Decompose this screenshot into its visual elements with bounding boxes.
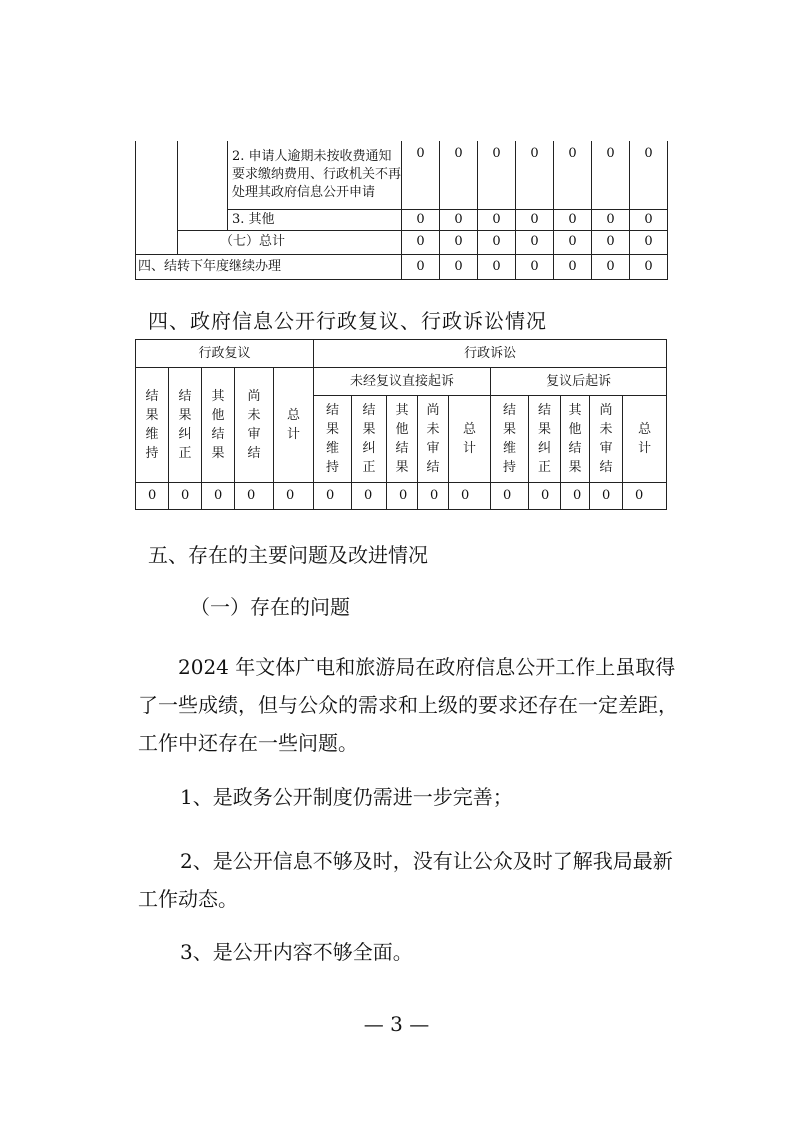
cell-value: 0 (554, 209, 592, 230)
column-header: 其 他 结 果 (387, 396, 418, 483)
paragraph-text: 2024 年文体广电和旅游局在政府信息公开工作上虽取得了一些成绩，但与公众的需求和上级的要求还存在一定差距， 工作中还存在一些问题。 (138, 655, 678, 755)
subsection-heading: （一）存在的问题 (190, 595, 350, 619)
disposal-table-continued (135, 141, 668, 280)
cell-value: 0 (630, 141, 668, 209)
cell-value: 0 (169, 483, 202, 510)
cell-value: 0 (516, 254, 554, 279)
table-row (136, 483, 667, 510)
cell-value: 0 (314, 483, 352, 510)
blank-cell (178, 141, 228, 230)
column-header: 结 果 维 持 (314, 396, 352, 483)
table-row (136, 230, 668, 254)
cell-value: 0 (402, 209, 440, 230)
table-header-row (136, 340, 667, 368)
row-label: 四、结转下年度继续办理 (136, 254, 402, 279)
cell-value: 0 (440, 230, 478, 254)
subgroup-header: 复议后起诉 (491, 368, 667, 396)
row-label: 3. 其他 (228, 209, 402, 230)
table-header-row (136, 368, 667, 396)
cell-value: 0 (590, 483, 623, 510)
cell-value: 0 (402, 254, 440, 279)
row-label: （七）总计 (178, 230, 402, 254)
cell-value: 0 (630, 254, 668, 279)
cell-value: 0 (554, 254, 592, 279)
cell-value: 0 (352, 483, 387, 510)
column-header: 尚 未 审 结 (418, 396, 449, 483)
cell-value: 0 (440, 209, 478, 230)
column-header: 尚 未 审 结 (235, 368, 274, 483)
cell-value: 0 (418, 483, 449, 510)
cell-value: 0 (592, 209, 630, 230)
list-item: 3、是公开内容不够全面。 (180, 940, 413, 964)
section-heading: 四、政府信息公开行政复议、行政诉讼情况 (148, 309, 547, 333)
page-number: — 3 — (363, 1012, 430, 1036)
column-header: 结 果 维 持 (136, 368, 169, 483)
cell-value: 0 (478, 209, 516, 230)
cell-value: 0 (402, 230, 440, 254)
cell-value: 0 (630, 230, 668, 254)
table-row (136, 254, 668, 279)
cell-value: 0 (440, 141, 478, 209)
column-header: 结 果 纠 正 (169, 368, 202, 483)
list-item (138, 842, 678, 918)
cell-value: 0 (136, 483, 169, 510)
column-header: 总 计 (623, 396, 667, 483)
table-row (136, 141, 668, 209)
cell-value: 0 (440, 254, 478, 279)
column-header: 其 他 结 果 (202, 368, 235, 483)
blank-cell (136, 141, 178, 254)
column-header: 结 果 纠 正 (352, 396, 387, 483)
subgroup-header: 未经复议直接起诉 (314, 368, 491, 396)
cell-value: 0 (478, 230, 516, 254)
column-header: 其 他 结 果 (561, 396, 590, 483)
review-litigation-table (135, 339, 667, 510)
column-header: 总 计 (449, 396, 491, 483)
list-item-text: 2、是公开信息不够及时，没有让公众及时了解我局最新工作动态。 (138, 849, 673, 911)
cell-value: 0 (235, 483, 274, 510)
cell-value: 0 (592, 254, 630, 279)
column-header: 结 果 维 持 (491, 396, 529, 483)
cell-value: 0 (529, 483, 561, 510)
column-header: 尚 未 审 结 (590, 396, 623, 483)
list-item: 1、是政务公开制度仍需进一步完善； (180, 785, 513, 809)
cell-value: 0 (491, 483, 529, 510)
group-header: 行政复议 (136, 340, 314, 368)
cell-value: 0 (623, 483, 667, 510)
group-header: 行政诉讼 (314, 340, 667, 368)
cell-value: 0 (561, 483, 590, 510)
section-heading: 五、存在的主要问题及改进情况 (148, 543, 428, 567)
cell-value: 0 (630, 209, 668, 230)
cell-value: 0 (449, 483, 491, 510)
cell-value: 0 (478, 141, 516, 209)
cell-value: 0 (516, 209, 554, 230)
body-paragraph (138, 648, 678, 762)
cell-value: 0 (554, 141, 592, 209)
row-label: 2. 申请人逾期未按收费通知要求缴纳费用、行政机关不再处理其政府信息公开申请 (228, 141, 402, 209)
cell-value: 0 (402, 141, 440, 209)
cell-value: 0 (478, 254, 516, 279)
column-header: 结 果 纠 正 (529, 396, 561, 483)
cell-value: 0 (554, 230, 592, 254)
cell-value: 0 (592, 230, 630, 254)
cell-value: 0 (592, 141, 630, 209)
cell-value: 0 (516, 230, 554, 254)
cell-value: 0 (202, 483, 235, 510)
cell-value: 0 (274, 483, 314, 510)
column-header: 总 计 (274, 368, 314, 483)
cell-value: 0 (387, 483, 418, 510)
cell-value: 0 (516, 141, 554, 209)
